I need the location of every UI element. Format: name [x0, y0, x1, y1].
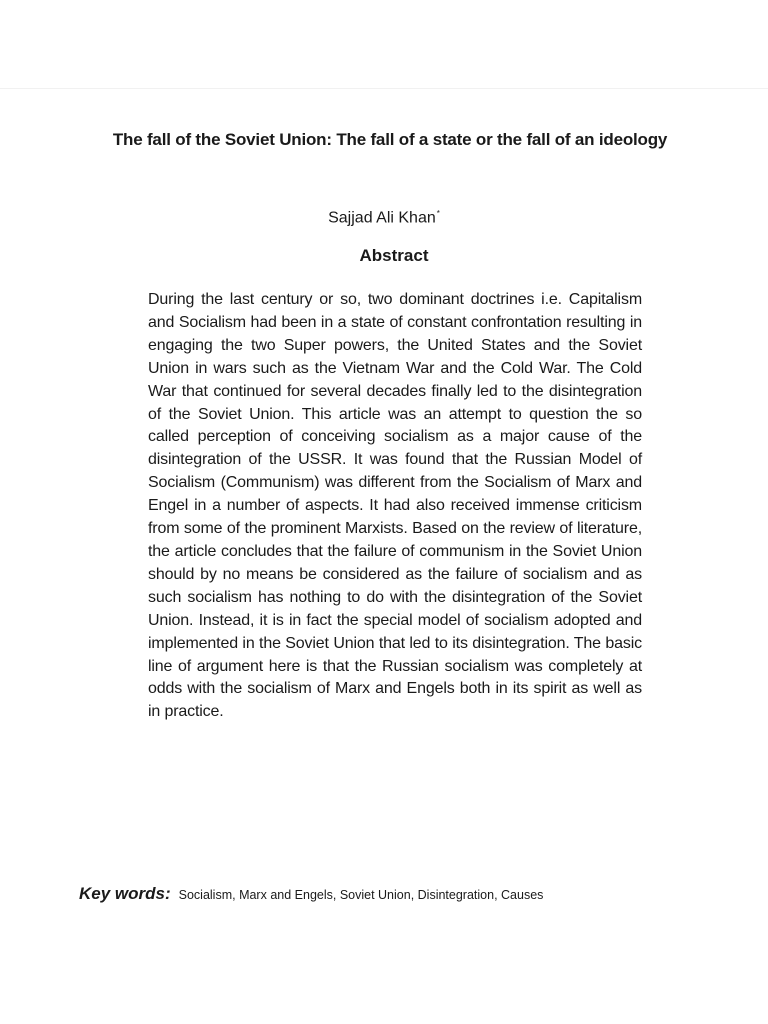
author-name: Sajjad Ali Khan: [328, 209, 436, 227]
page-top-divider: [0, 88, 768, 89]
author-footnote-marker: *: [436, 209, 440, 218]
keywords-label: Key words:: [79, 884, 171, 903]
abstract-body: During the last century or so, two dominant doctrines i.e. Capitalism and Socialism had been in a state of constant confrontation resulting in engaging the two Super powers, the United States and the Soviet Union in wars such as the Vietnam War and the Cold War. The Cold War that continued for several decades finally led to the disintegration of the Soviet Union. This article was an attempt to question the so called perception of conceiving socialism as a major cause of the disintegration of the USSR. It was found that the Russian Model of Socialism (Communism) was different from the Socialism of Marx and Engel in a number of aspects. It had also received immense criticism from some of the prominent Marxists. Based on the review of literature, the article concludes that the failure of communism in the Soviet Union should by no means be considered as the failure of socialism and as such socialism has nothing to do with the disintegration of the Soviet Union. Instead, it is in fact the special model of socialism adopted and implemented in the Soviet Union that led to its disintegration. The basic line of argument here is that the Russian socialism was completely at odds with the socialism of Marx and Engels both in its spirit as well as in practice.: [148, 291, 642, 721]
author-line: [0, 204, 768, 228]
abstract-heading: Abstract: [359, 246, 429, 265]
keywords-list: Socialism, Marx and Engels, Soviet Union, Disintegration, Causes: [178, 888, 544, 902]
paper-title: The fall of the Soviet Union: The fall of a state or the fall of an ideology: [112, 130, 668, 149]
keywords-line: [79, 884, 719, 904]
